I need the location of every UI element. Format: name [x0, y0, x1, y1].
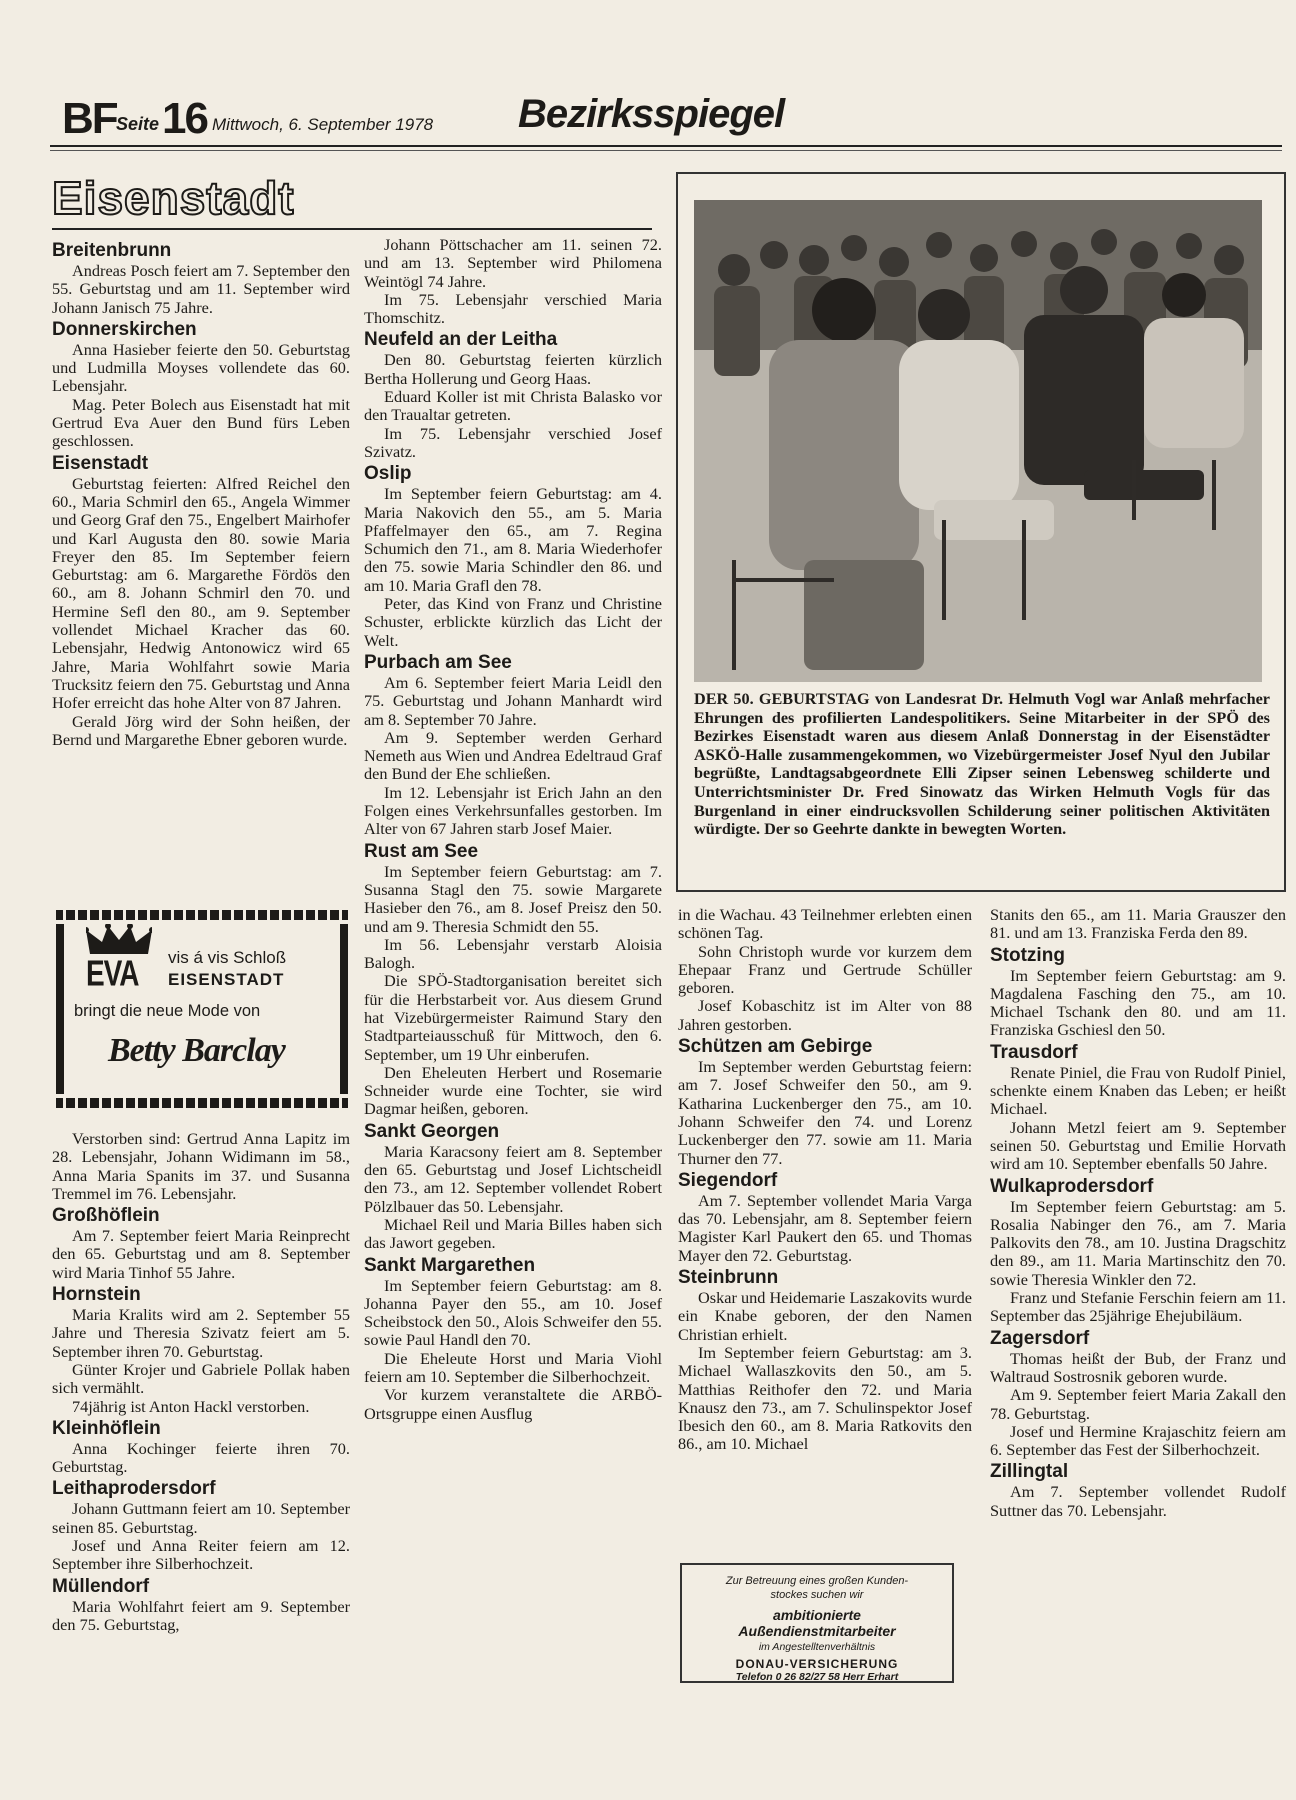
news-paragraph: Vor kurzem veranstaltete die ARBÖ-Ortsgruppe einen Ausflug [364, 1385, 662, 1423]
town-heading: Kleinhöflein [52, 1417, 161, 1439]
news-paragraph: Im September feiern Geburtstag: am 5. Rosalia Nabinger den 76., am 7. Maria Palkovits den 78., am 10. Justina Dragschitz den 89., am 11. Maria Martinschitz den 70. sowie Theresia Winkler den 72. [990, 1196, 1286, 1289]
news-paragraph: Josef und Anna Reiter feiern am 12. September ihre Silberhochzeit. [52, 1536, 350, 1574]
article-column-1 [52, 238, 350, 749]
news-paragraph: Den 80. Geburtstag feierten kürzlich Bertha Hollerung und Georg Haas. [364, 350, 662, 388]
ad-headline: ambitionierte [773, 1607, 861, 1623]
news-paragraph: Gerald Jörg wird der Sohn heißen, der Bernd und Margarethe Ebner geboren wurde. [52, 711, 350, 749]
betty-barclay-signature: Betty Barclay [108, 1032, 285, 1069]
news-paragraph: Stanits den 65., am 11. Maria Grauszer den 81. und am 13. Franziska Ferda den 89. [990, 905, 1286, 943]
header-divider-thin [50, 150, 1282, 151]
town-heading: Schützen am Gebirge [678, 1036, 873, 1058]
news-paragraph: Maria Wohlfahrt feiert am 9. September den 75. Geburtstag, [52, 1596, 350, 1634]
article-column-3 [678, 906, 972, 1454]
news-paragraph: Maria Karacsony feiert am 8. September den 65. Geburtstag und Josef Lichtscheidl den 73., am 12. September vollendet Robert Pölzlbauer das 50. Lebensjahr. [364, 1141, 662, 1216]
news-paragraph: Den Eheleuten Herbert und Rosemarie Schneider wurde eine Tochter, sie wird Dagmar heißen, geboren. [364, 1062, 662, 1119]
news-paragraph: Am 9. September feiert Maria Zakall den 78. Geburtstag. [990, 1385, 1286, 1423]
news-paragraph: Maria Kralits wird am 2. September 55 Jahre und Theresia Szivatz feiert am 5. September ihren 70. Geburtstag. [52, 1305, 350, 1361]
ad-intro-line: Zur Betreuung eines großen Kunden- [725, 1575, 909, 1587]
newspaper-logo: BF [62, 94, 117, 143]
news-paragraph: Im 75. Lebensjahr verschied Josef Szivatz. [364, 423, 662, 461]
photo-caption: DER 50. GEBURTSTAG von Landesrat Dr. Helmuth Vogl war Anlaß mehrfacher Ehrungen des profilierten Landespolitikers. Seine Mitarbeiter in der SPÖ des Bezirkes Eisenstadt waren aus diesem Anlaß Donnerstag in der Eisenstädter ASKÖ-Halle zusammengekommen, wo Vizebürgermeister Josef Nyul den Jubilar begrüßte, Landtagsabgeordnete Elli Zipser seinen Lebensweg schilderte und Unterrichtsminister Dr. Fred Sinowatz das Wirken Helmuth Vogls für das Burgenland in einer eindrucksvollen Schilderung seiner politischen Aktivitäten würdigte. Der so Geehrte dankte in bewegten Worten. [694, 690, 1270, 839]
donau-versicherung-ad [680, 1563, 954, 1683]
article-column-4 [990, 906, 1286, 1520]
ad-phone: Telefon 0 26 82/27 58 Herr Erhart [735, 1671, 899, 1683]
news-paragraph: Am 9. September werden Gerhard Nemeth aus Wien und Andrea Edeltraud Graf den Bund der Ehe schließen. [364, 727, 662, 784]
issue-date: Mittwoch, 6. September 1978 [212, 115, 434, 134]
news-paragraph: Am 7. September vollendet Maria Varga das 70. Lebensjahr, am 8. September feiern Magister Karl Paukert den 65. und Thomas Mayer den 72. Geburtstag. [678, 1190, 972, 1265]
news-paragraph: Josef und Hermine Krajaschitz feiern am 6. September das Fest der Silberhochzeit. [990, 1421, 1286, 1460]
eva-ad-content [68, 922, 336, 1096]
news-paragraph: Thomas heißt der Bub, der Franz und Waltraud Sostrosnik geboren wurde. [990, 1348, 1286, 1386]
news-paragraph: Renate Piniel, die Frau von Rudolf Piniel, schenkte einem Knaben das Leben; er heißt Michael. [990, 1062, 1286, 1119]
town-heading: Neufeld an der Leitha [364, 329, 558, 351]
news-paragraph: Josef Kobaschitz ist im Alter von 88 Jahren gestorben. [678, 996, 972, 1034]
news-paragraph: Am 7. September vollendet Rudolf Suttner das 70. Lebensjahr. [990, 1482, 1286, 1520]
town-heading: Breitenbrunn [52, 240, 172, 261]
news-paragraph: Im September feiern Geburtstag: am 3. Michael Wallaszkovits den 50., am 5. Matthias Reithofer den 72. und Maria Knausz den 73., am 7. Schulinspektor Josef Ibesich den 60., am 8. Maria Ratkovits den 86., am 10. Michael [678, 1342, 972, 1454]
news-paragraph: Im September werden Geburtstag feiern: am 7. Josef Schweifer den 50., am 9. Katharina Luckenberger den 75., am 10. Johann Schweifer den 74. und Lorenz Luckenberger den 77. sowie am 11. Maria Thurner den 77. [678, 1057, 972, 1168]
column-2-body [364, 236, 662, 1423]
news-paragraph: Johann Pöttschacher am 11. seinen 72. und am 13. September wird Philomena Weintögl 74 Jahre. [364, 235, 662, 291]
ad-company: DONAU-VERSICHERUNG [735, 1657, 899, 1671]
town-heading: Siegendorf [678, 1169, 778, 1191]
column-3-body [678, 906, 972, 1454]
news-paragraph: Andreas Posch feiert am 7. September den 55. Geburtstag und am 11. September wird Johann Janisch 75 Jahre. [52, 261, 350, 317]
news-paragraph: Am 6. September feiert Maria Leidl den 75. Geburtstag und Johann Manhardt wird am 8. September 70 Jahre. [364, 672, 662, 729]
news-paragraph: Anna Hasieber feierte den 50. Geburtstag und Ludmilla Moyses vollendete das 60. Lebensjahr. [52, 339, 350, 396]
town-heading: Zillingtal [990, 1461, 1069, 1483]
town-heading: Hornstein [52, 1284, 141, 1306]
news-paragraph: Die SPÖ-Stadtorganisation bereitet sich für die Herbstarbeit vor. Aus diesem Grund hat Vizebürgermeister Raimund Stary den Stadtparteiausschuß für Mittwoch, den 6. September, um 19 Uhr einberufen. [364, 971, 662, 1064]
town-heading: Sankt Georgen [364, 1120, 500, 1142]
news-paragraph: Sohn Christoph wurde vor kurzem dem Ehepaar Franz und Gertrude Schüller geboren. [678, 941, 972, 998]
news-paragraph: Am 7. September feiert Maria Reinprecht den 65. Geburtstag und am 8. September wird Maria Tinhof 55 Jahre. [52, 1226, 350, 1282]
eva-location-line: vis á vis Schloß [168, 948, 287, 967]
town-heading: Sankt Margarethen [364, 1254, 536, 1276]
town-heading: Stotzing [990, 944, 1065, 966]
town-heading: Großhöflein [52, 1205, 160, 1227]
page-number: 16 [162, 94, 207, 143]
town-heading: Wulkaprodersdorf [990, 1175, 1154, 1197]
news-paragraph: Im 75. Lebensjahr verschied Maria Thomschitz. [364, 289, 662, 328]
town-heading: Purbach am See [364, 651, 512, 673]
news-paragraph: Günter Krojer und Gabriele Pollak haben sich vermählt. [52, 1359, 350, 1398]
eva-city: EISENSTADT [168, 970, 285, 989]
group-photo-icon [694, 200, 1262, 682]
news-paragraph: in die Wachau. 43 Teilnehmer erlebten einen schönen Tag. [678, 905, 972, 943]
news-paragraph: Johann Guttmann feiert am 10. September seinen 85. Geburtstag. [52, 1499, 350, 1537]
eva-fashion-ad [54, 908, 350, 1110]
news-paragraph: Im September feiern Geburtstag: am 7. Susanna Stagl den 75. sowie Margarete Hasieber den 76., am 8. Josef Preisz den 50. und am 9. Theresia Schmidt den 55. [364, 861, 662, 936]
page-label: Seite [116, 114, 160, 134]
section-header: Bezirksspiegel [518, 92, 785, 136]
town-heading: Rust am See [364, 840, 479, 862]
column-1-upper [52, 240, 350, 749]
news-paragraph: Verstorben sind: Gertrud Anna Lapitz im 28. Lebensjahr, Johann Widimann im 58., Anna Maria Spanits im 37. und Susanna Tremmel im 76. Lebensjahr. [52, 1129, 350, 1203]
column-4-body [990, 906, 1286, 1520]
article-column-1-lower [52, 1130, 350, 1634]
news-paragraph: Anna Kochinger feierte ihren 70. Geburtstag. [52, 1438, 350, 1477]
ad-employment-note: im Angestelltenverhältnis [758, 1641, 876, 1653]
news-paragraph: Die Eheleute Horst und Maria Viohl feiern am 10. September die Silberhochzeit. [364, 1348, 662, 1387]
town-heading: Eisenstadt [52, 452, 149, 474]
news-paragraph: Franz und Stefanie Ferschin feiern am 11. September das 25jährige Ehejubiläum. [990, 1288, 1286, 1326]
region-title-divider [52, 228, 652, 230]
news-paragraph: Mag. Peter Bolech aus Eisenstadt hat mit Gertrud Eva Auer den Bund fürs Leben geschlossen. [52, 394, 350, 451]
column-1-lower [52, 1130, 350, 1634]
article-column-2 [364, 236, 662, 1423]
town-heading: Steinbrunn [678, 1267, 779, 1289]
news-paragraph: Eduard Koller ist mit Christa Balasko vor den Traualtar getreten. [364, 387, 662, 425]
news-paragraph: Peter, das Kind von Franz und Christine Schuster, erblickte kürzlich das Licht der Welt. [364, 594, 662, 650]
news-paragraph: 74jährig ist Anton Hackl verstorben. [72, 1396, 310, 1416]
news-paragraph: Im September feiern Geburtstag: am 8. Johanna Payer den 55., am 10. Josef Scheibstock den 50., Alois Schweifer den 55. sowie Paul Handl den 70. [364, 1275, 662, 1350]
ad-headline-2: Außendienstmitarbeiter [738, 1623, 896, 1639]
town-heading: Zagersdorf [990, 1327, 1090, 1349]
header-divider [50, 145, 1282, 147]
news-paragraph: Johann Metzl feiert am 9. September seinen 50. Geburtstag und Emilie Horvath wird am 10. September ebenfalls 50 Jahre. [990, 1117, 1286, 1174]
town-heading: Trausdorf [990, 1041, 1078, 1063]
region-title: Eisenstadt [52, 172, 295, 224]
news-paragraph: Im September feiern Geburtstag: am 4. Maria Nakovich den 55., am 5. Maria Pfaffelmayer den 65., am 7. Regina Schumich den 71., am 8. Maria Wiederhofer den 75. sowie Maria Schindler den 86. und am 10. Maria Grafl den 78. [364, 484, 662, 595]
news-paragraph: Oskar und Heidemarie Laszakovits wurde ein Knabe geboren, der den Namen Christian erhielt. [678, 1288, 972, 1344]
eva-brand: EVA [86, 953, 139, 994]
town-heading: Donnerskirchen [52, 318, 197, 340]
town-heading: Oslip [364, 463, 412, 485]
news-paragraph: Michael Reil und Maria Billes haben sich das Jawort gegeben. [364, 1214, 662, 1253]
town-heading: Leithaprodersdorf [52, 1478, 216, 1500]
news-paragraph: Geburtstag feierten: Alfred Reichel den 60., Maria Schmirl den 65., Angela Wimmer und Georg Graf den 75., Engelbert Mairhofer und Karl Augusta den 80. sowie Maria Freyer den 85. Im September feiern Geburtstag: am 6. Margarethe Fördös den 60., am 8. Johann Schmirl den 70. und Hermine Sefl den 80., am 9. September vollendet Michael Kracher das 60. Lebensjahr, Hedwig Antonowicz wird 65 Jahre, Maria Wohlfahrt sowie Maria Trucksitz feiern den 75. Geburtstag und Anna Hofer erreicht das hohe Alter von 87 Jahren. [52, 473, 350, 713]
ad-intro-line-2: stockes suchen wir [770, 1589, 864, 1601]
town-heading: Müllendorf [52, 1575, 150, 1597]
news-paragraph: Im 12. Lebensjahr ist Erich Jahn an den Folgen eines Verkehrsunfalles gestorben. Im Alter von 67 Jahren starb Josef Maier. [364, 782, 662, 839]
news-paragraph: Im September feiern Geburtstag: am 9. Magdalena Fasching den 75., am 10. Michael Tschank den 80. und am 11. Franziska Gschiesl den 50. [990, 965, 1286, 1040]
eva-tagline: bringt die neue Mode von [74, 1002, 261, 1020]
news-paragraph: Im 56. Lebensjahr verstarb Aloisia Balogh. [364, 934, 662, 973]
